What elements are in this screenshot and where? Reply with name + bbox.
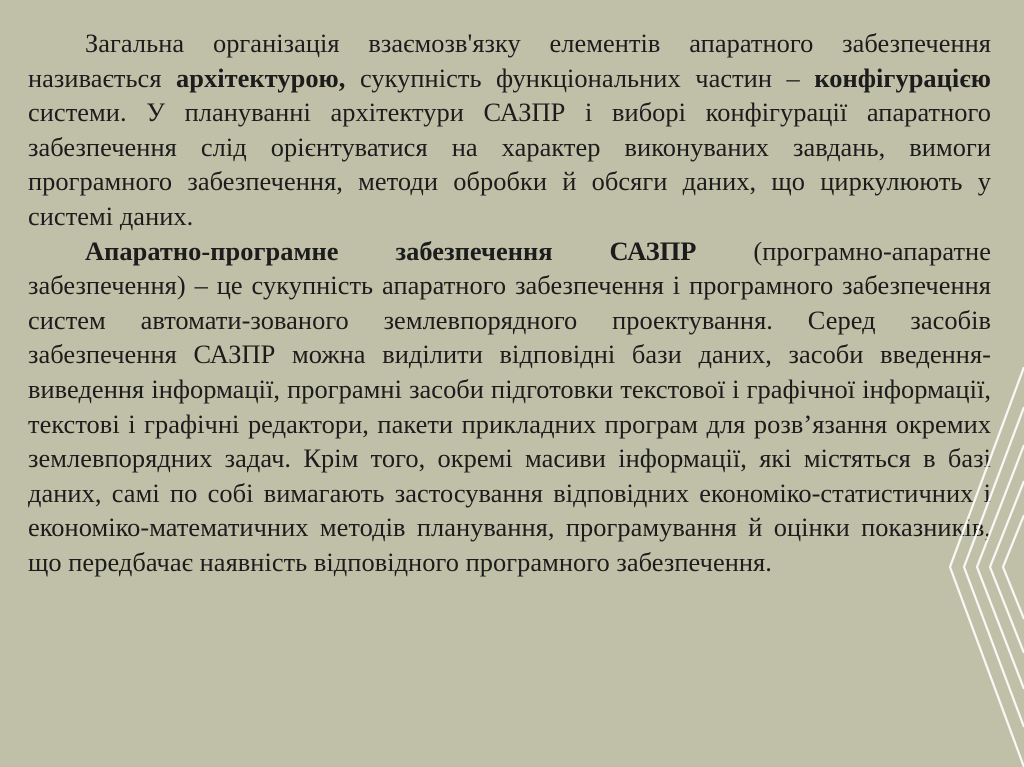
paragraph-hardware-software [28,234,991,580]
paragraph-1-text-1: Загальна організація взаємозв'язку елементів апаратного забезпечення називається [28,28,991,93]
paragraph-2-text-1: (програмно-апаратне забезпечення) – це сукупність апаратного забезпечення і програмного забезпечення систем автомати-зованого землевпорядного проектування. Серед засобів забезпечення САЗПР можна виділити відповідні бази даних, засоби введення-виведення інформації, програмні засоби підготовки текстової і графічної інформації, текстові і графічні редактори, пакети прикладних програм для розв’язання окремих землевпорядних задач. Крім того, окремі масиви інформації, які містяться в базі даних, самі по собі вимагають застосування відповідних економіко-статистичних і економіко-математичних методів планування, програмування й оцінки показників, що передбачає наявність відповідного програмного забезпечення. [28,235,991,577]
paragraph-architecture [28,26,991,234]
slide-text-body [28,26,991,580]
term-configuration: конфігурацією [814,62,991,93]
term-hardware-software-support: Апаратно-програмне забезпечення САЗПР [85,235,697,266]
term-architecture: архітектурою, [176,62,346,93]
paragraph-1-text-3: системи. У плануванні архітектури САЗПР і виборі конфігурації апаратного забезпечення слід орієнтуватися на характер виконуваних завдань, вимоги програмного забезпечення, методи обробки й обсяги даних, що циркулюють у системі даних. [28,97,991,231]
paragraph-1-text-2: сукупність функціональних частин – [345,62,815,93]
